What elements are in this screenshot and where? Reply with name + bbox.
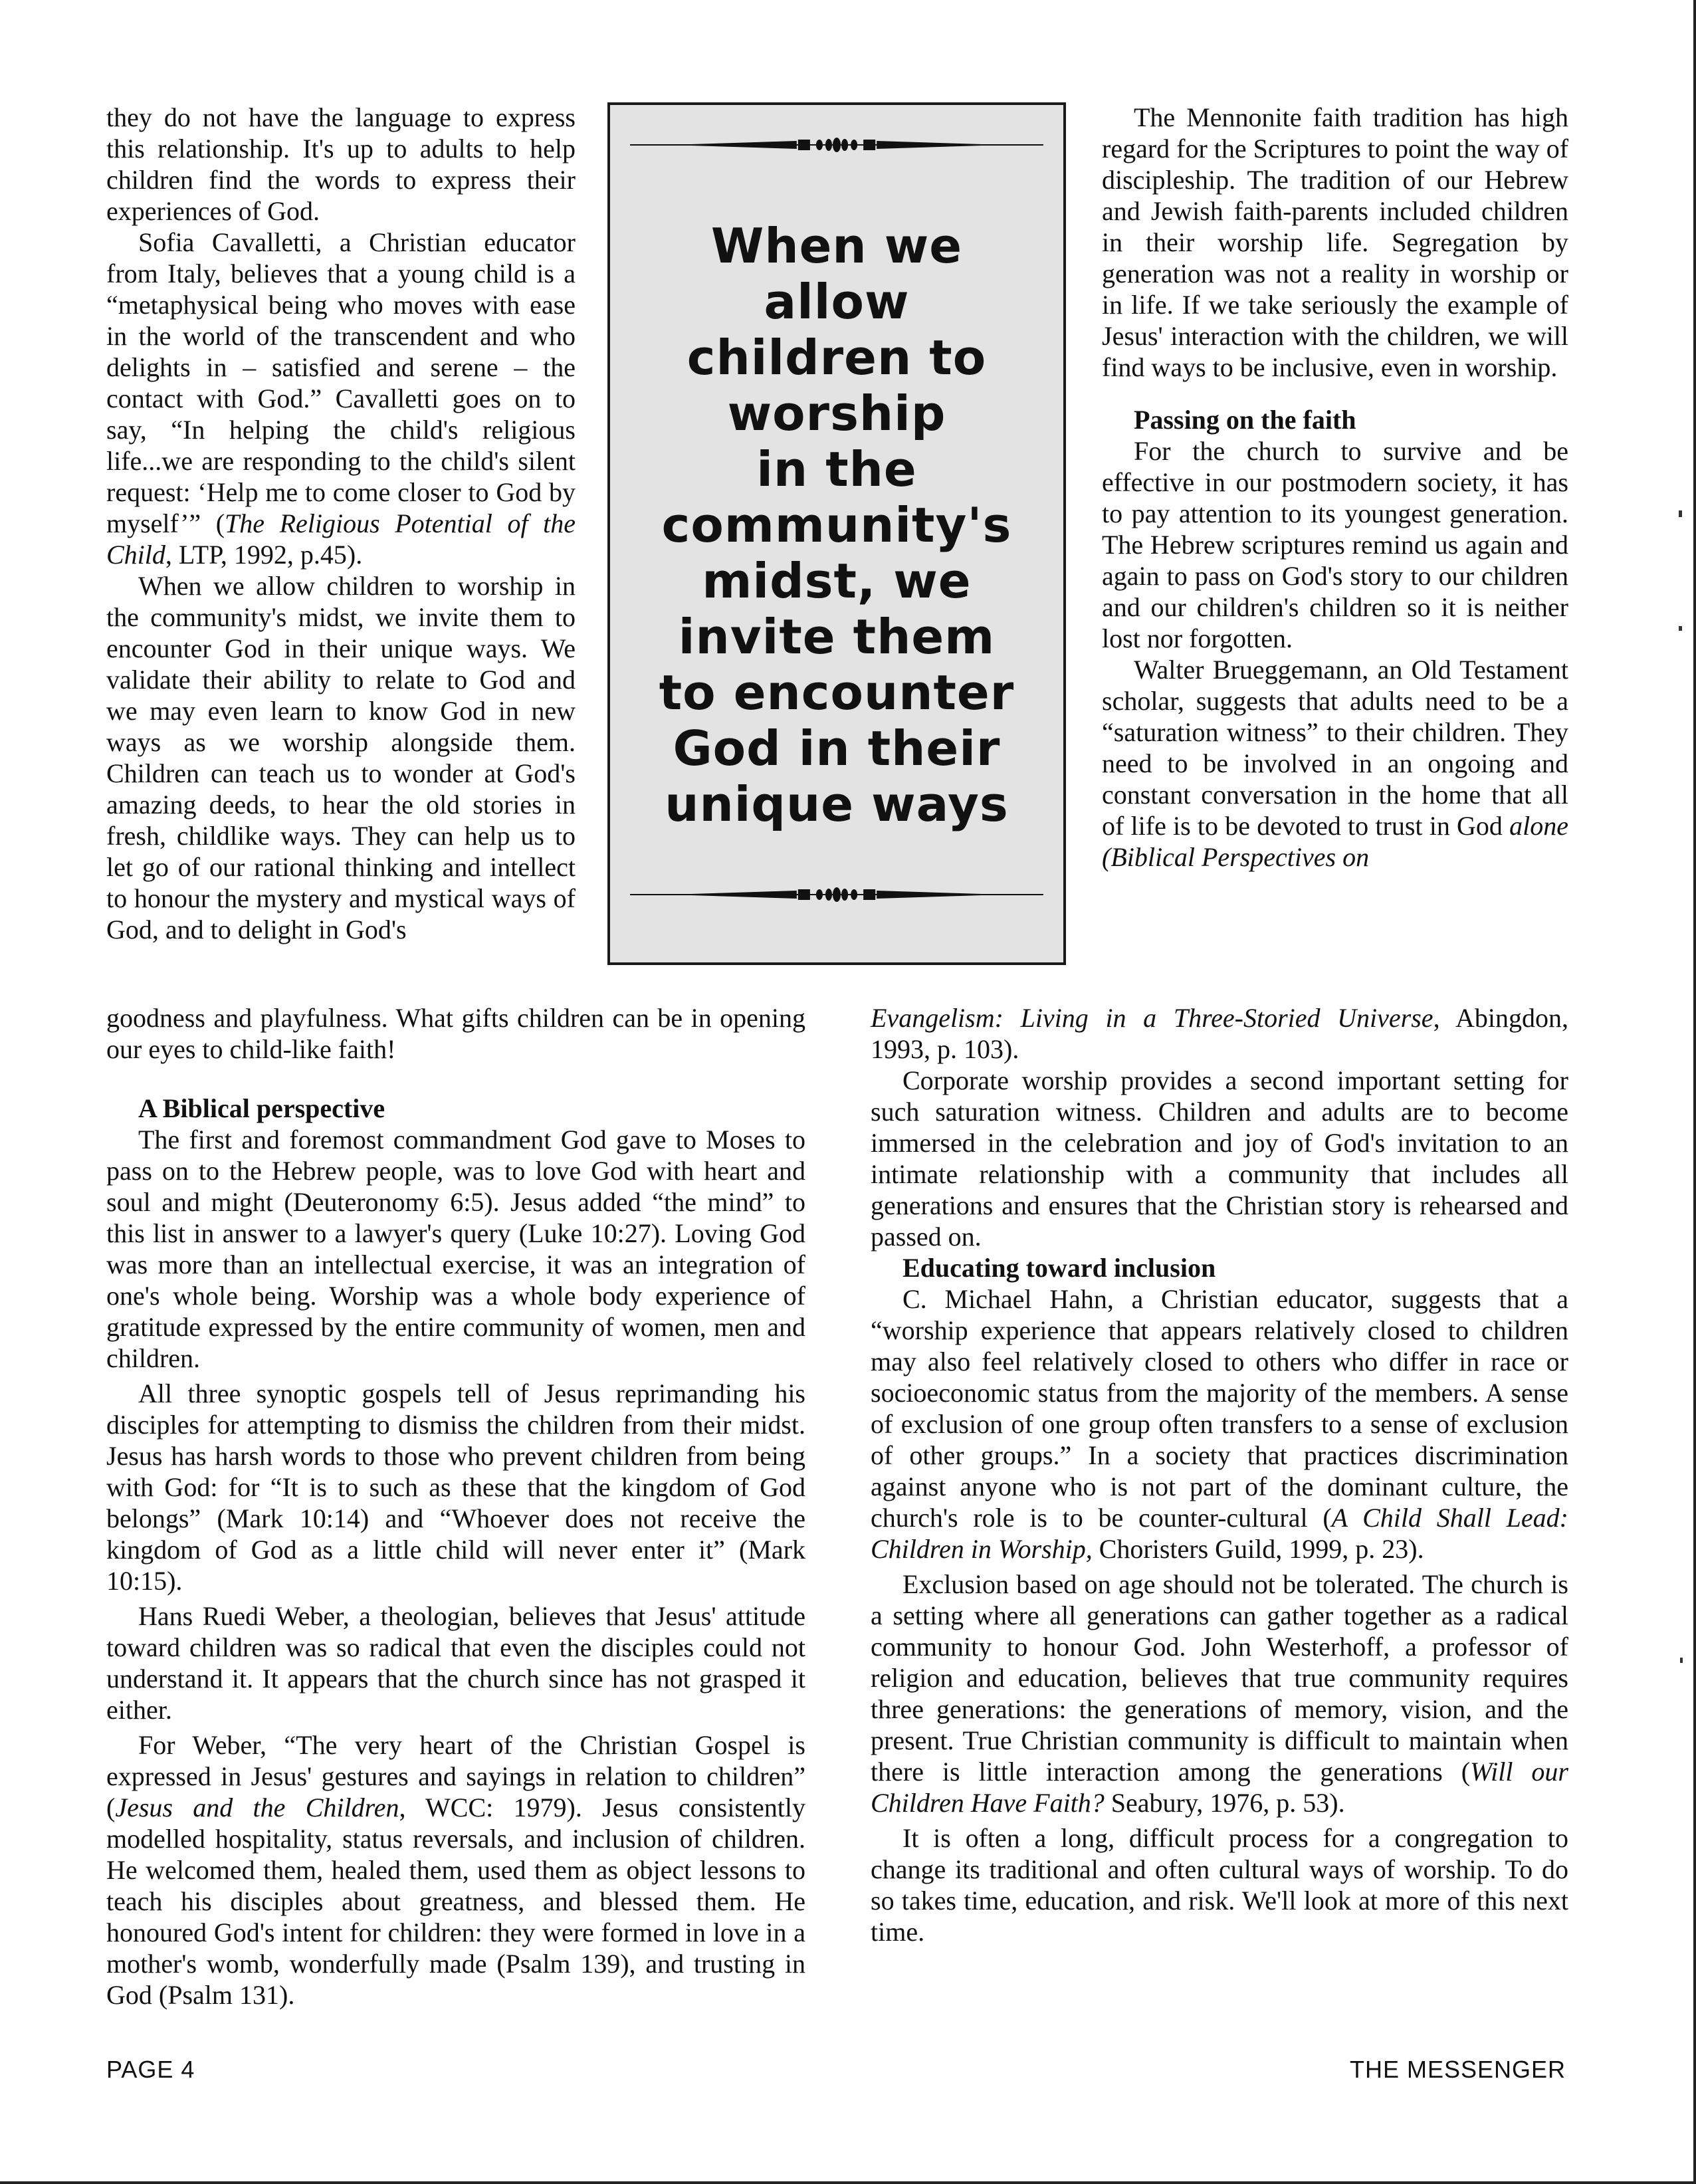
ornament-rule-top	[630, 132, 1043, 158]
paragraph: When we allow children to worship in the community's midst, we invite them to encounter God in their unique ways. We validate their ability to relate to God and we may even learn to know God in new ways as we worship alongside them. Children can teach us to wonder at God's amazing deeds, to hear the old stories in fresh, childlike ways. They can help us to let go of our rational thinking and intellect to honour the mystery and mystical ways of God, and to delight in God's	[106, 571, 576, 944]
paragraph: Exclusion based on age should not be tolerated. The church is a setting where all generations can gather together as a radical community to honour God. John Westerhoff, a professor of religion and education, believes that true community requires three generations: the generations of memory, vision, and the present. True Christian community is difficult to maintain when there is little interaction among the generations (Will our Children Have Faith? Seabury, 1976, p. 53).	[871, 1569, 1568, 1818]
paragraph-continuation: goodness and playfulness. What gifts children can be in opening our eyes to child-like faith!	[106, 1003, 805, 1064]
right-column-upper	[1102, 102, 1568, 873]
publication-name: THE MESSENGER	[1349, 2056, 1566, 2083]
section-heading: A Biblical perspective	[138, 1093, 385, 1123]
paragraph: they do not have the language to express this relationship. It's up to adults to help children find the words to express their experiences of God.	[106, 102, 576, 226]
scan-speck	[1679, 626, 1682, 631]
section-heading: Educating toward inclusion	[902, 1253, 1216, 1283]
left-column-upper	[106, 102, 576, 945]
paragraph-continuation: Evangelism: Living in a Three-Storied Universe, Abingdon, 1993, p. 103).	[871, 1003, 1568, 1064]
left-column-lower	[106, 1093, 805, 2011]
paragraph: Walter Brueggemann, an Old Testament scholar, suggests that adults need to be a “saturation witness” to their children. They need to be involved in an ongoing and constant conversation in the home that all of life is to be devoted to trust in God alone (Biblical Perspectives on	[1102, 655, 1568, 872]
ornament-rule-bottom	[630, 881, 1043, 908]
paragraph: All three synoptic gospels tell of Jesus reprimanding his disciples for attempting to dismiss the children from their midst. Jesus has harsh words to those who prevent children from being with God: for “It is to such as these that the kingdom of God belongs” (Mark 10:14) and “Whoever does not receive the kingdom of God as a little child will never enter it” (Mark 10:15).	[106, 1378, 805, 1596]
page-number: PAGE 4	[106, 2056, 195, 2083]
scan-speck	[1680, 1658, 1683, 1663]
paragraph: The first and foremost commandment God gave to Moses to pass on to the Hebrew people, was to love God with heart and soul and might (Deuteronomy 6:5). Jesus added “the mind” to this list in answer to a lawyer's query (Luke 10:27). Loving God was more than an intellectual exercise, it was an integration of one's whole being. Worship was a whole body experience of gratitude expressed by the entire community of women, men and children.	[106, 1125, 805, 1373]
pull-quote-text: When we allow children to worship in the community's midst, we invite them to encounter God in their unique ways	[659, 218, 1015, 832]
paragraph: Sofia Cavalletti, a Christian educator from Italy, believes that a young child is a “metaphysical being who moves with ease in the world of the transcendent and who delights in – satisfied and serene – the contact with God.” Cavalletti goes on to say, “In helping the child's religious life...we are responding to the child's silent request: ‘Help me to come closer to God by myself’” (The Religious Potential of the Child, LTP, 1992, p.45).	[106, 227, 576, 570]
paragraph: C. Michael Hahn, a Christian educator, suggests that a “worship experience that appears relatively closed to children may also feel relatively closed to others who differ in race or socioeconomic status from the majority of the members. A sense of exclusion of one group often transfers to a sense of exclusion of other groups.” In a society that practices discrimination against anyone who is not part of the dominant culture, the church's role is to be counter-cultural (A Child Shall Lead: Children in Worship, Choristers Guild, 1999, p. 23).	[871, 1284, 1568, 1564]
paragraph: Corporate worship provides a second important setting for such saturation witness. Children and adults are to become immersed in the celebration and joy of God's invitation to an intimate relationship with a community that includes all generations and ensures that the Christian story is rehearsed and passed on.	[871, 1065, 1568, 1252]
paragraph: For the church to survive and be effective in our postmodern society, it has to pay attention to its youngest generation. The Hebrew scriptures remind us again and again to pass on God's story to our children and our children's children so it is neither lost nor forgotten.	[1102, 436, 1568, 653]
paragraph: Hans Ruedi Weber, a theologian, believes that Jesus' attitude toward children was so radical that even the disciples could not understand it. It appears that the church since has not grasped it either.	[106, 1601, 805, 1725]
right-column-lower	[871, 1002, 1568, 1947]
section-heading: Passing on the faith	[1134, 405, 1356, 435]
paragraph: It is often a long, difficult process for a congregation to change its traditional and often cultural ways of worship. To do so takes time, education, and risk. We'll look at more of this next time.	[871, 1823, 1568, 1947]
scan-speck	[1679, 510, 1682, 517]
pull-quote	[607, 102, 1066, 965]
paragraph: For Weber, “The very heart of the Christian Gospel is expressed in Jesus' gestures and sayings in relation to children” (Jesus and the Children, WCC: 1979). Jesus consistently modelled hospitality, status reversals, and inclusion of children. He welcomed them, healed them, used them as object lessons to teach his disciples about greatness, and blessed them. He honoured God's intent for children: they were formed in love in a mother's womb, wonderfully made (Psalm 139), and trusting in God (Psalm 131).	[106, 1730, 806, 2010]
paragraph: The Mennonite faith tradition has high regard for the Scriptures to point the way of discipleship. The tradition of our Hebrew and Jewish faith-parents included children in their worship life. Segregation by generation was not a reality in worship or in life. If we take seriously the example of Jesus' interaction with the children, we will find ways to be inclusive, even in worship.	[1102, 102, 1569, 382]
